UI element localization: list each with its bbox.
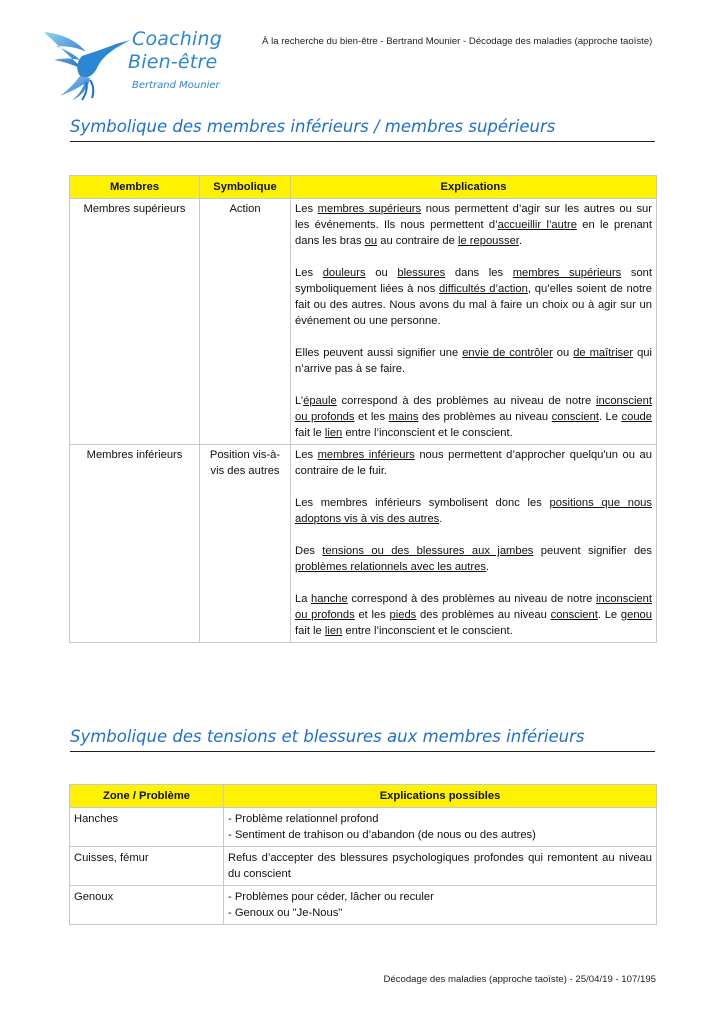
column-header-explications-possibles: Explications possibles [224,785,657,808]
underlined-term: membres inférieurs [317,449,415,461]
underlined-term: problèmes relationnels avec les autres [295,561,486,573]
section-title-tensions: Symbolique des tensions et blessures aux membres inférieurs [70,727,655,752]
underlined-term: blessures [397,267,446,279]
table-row [70,199,657,445]
column-header-zone: Zone / Problème [70,785,224,808]
section-title-membres: Symbolique des membres inférieurs / membres supérieurs [70,117,655,142]
explication-paragraph: Les membres inférieurs nous permettent d’approcher quelqu'un ou au contraire de le fuir. [295,449,652,477]
underlined-term: épaule [303,395,337,407]
logo-text-coaching: Coaching [132,28,223,50]
underlined-term: ou [364,235,378,247]
table-membres [69,175,657,643]
explication-paragraph: Les douleurs ou blessures dans les membres supérieurs sont symboliquement liées à nos difficultés d’action, qu’elles soient de notre fait ou des autres. Nous avons du mal à faire un choix ou à agir sur un événement ou une personne. [295,267,653,327]
page-footer: Décodage des maladies (approche taoïste) - 25/04/19 - 107/195 [383,974,656,985]
table-row [70,886,657,925]
underlined-term: membres supérieurs [512,267,622,279]
logo [42,24,242,102]
underlined-term: membres supérieurs [317,203,422,215]
cell-zone: Genoux [70,886,224,925]
underlined-term: genou [620,609,652,621]
underlined-term: envie de contrôler [462,347,553,359]
cell-explication [291,199,657,445]
cell-explications-possibles [224,808,657,847]
explication-paragraph: Des tensions ou des blessures aux jambes peuvent signifier des problèmes relationnels avec les autres. [295,545,652,573]
column-header-explications: Explications [291,176,657,199]
explication-paragraph: La hanche correspond à des problèmes au niveau de notre inconscient ou profonds et les pieds des problèmes au niveau conscient. Le genou fait le lien entre l’inconscient et le conscient. [295,593,652,637]
table-header-row [70,176,657,199]
underlined-term: inconscient ou profonds [295,395,652,423]
underlined-term: conscient [551,411,599,423]
underlined-term: mains [388,411,419,423]
underlined-term: de maîtriser [573,347,634,359]
table-header-row [70,785,657,808]
running-header: À la recherche du bien-être - Bertrand Mounier - Décodage des maladies (approche taoïste) [262,36,653,47]
explication-paragraph: Les membres supérieurs nous permettent d’agir sur les autres ou sur les événements. Ils nous permettent d’accueillir l’autre en le prenant dans les bras ou au contraire de le repousser. [295,203,653,247]
cell-membre: Membres supérieurs [70,199,200,445]
explication-line: - Sentiment de trahison ou d’abandon (de nous ou des autres) [228,829,536,841]
explication-line: - Genoux ou "Je-Nous" [228,907,343,919]
column-header-membres: Membres [70,176,200,199]
table-row [70,808,657,847]
hummingbird-icon [42,26,130,102]
cell-explication [291,445,657,643]
underlined-term: douleurs [322,267,366,279]
table-tensions [69,784,657,925]
explication-line: - Problèmes pour céder, lâcher ou reculer [228,891,434,903]
cell-membre: Membres inférieurs [70,445,200,643]
underlined-term: positions que nous adoptons vis à vis des autres [295,497,652,525]
underlined-term: lien [324,427,343,439]
underlined-term: hanche [311,593,348,605]
column-header-symbolique: Symbolique [200,176,291,199]
underlined-term: inconscient ou profonds [295,593,652,621]
underlined-term: coude [621,411,652,423]
explication-paragraph: Les membres inférieurs symbolisent donc les positions que nous adoptons vis à vis des autres. [295,497,652,525]
underlined-term: accueillir l’autre [497,219,577,231]
underlined-term: difficultés d’action [439,283,528,295]
underlined-term: lien [324,625,343,637]
table-row [70,445,657,643]
explication-paragraph: Elles peuvent aussi signifier une envie de contrôler ou de maîtriser qui n’arrive pas à se faire. [295,347,652,375]
cell-symbolique: Position vis-à-vis des autres [200,445,291,643]
cell-explications-possibles [224,886,657,925]
underlined-term: le repousser [457,235,519,247]
logo-text-bien-etre: Bien-être [128,51,218,73]
cell-explications-possibles [224,847,657,886]
underlined-term: conscient [550,609,598,621]
underlined-term: tensions ou des blessures aux jambes [322,545,534,557]
underlined-term: pieds [389,609,417,621]
cell-zone: Cuisses, fémur [70,847,224,886]
cell-symbolique: Action [200,199,291,445]
explication-line: - Problème relationnel profond [228,813,379,825]
table-row [70,847,657,886]
explication-paragraph: L’épaule correspond à des problèmes au niveau de notre inconscient ou profonds et les mains des problèmes au niveau conscient. Le coude fait le lien entre l’inconscient et le conscient. [295,395,652,439]
explication-line: Refus d’accepter des blessures psychologiques profondes qui remontent au niveau du conscient [228,852,652,880]
logo-text-author: Bertrand Mounier [132,80,220,91]
cell-zone: Hanches [70,808,224,847]
